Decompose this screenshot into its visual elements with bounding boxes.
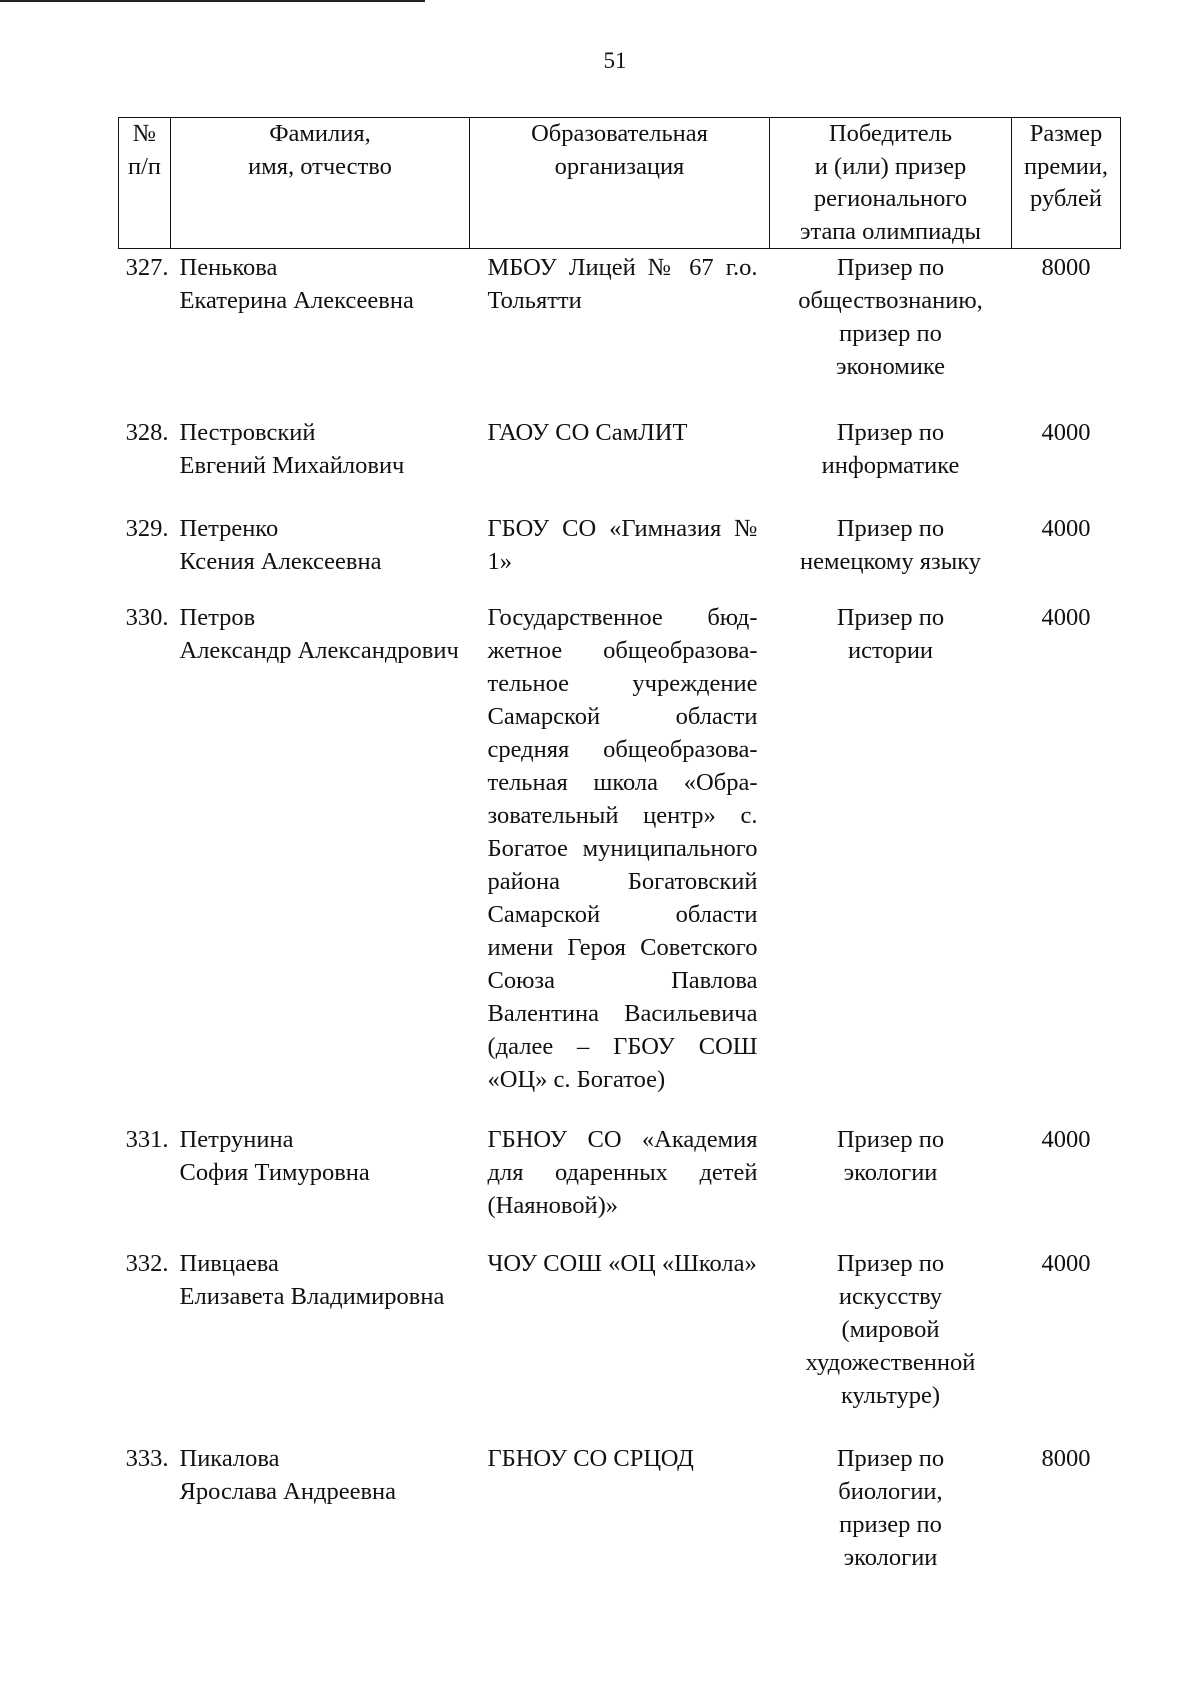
olympiad-prize-table — [118, 117, 1121, 1574]
row-full-name: Петрунина София Тимуровна — [179, 1126, 370, 1186]
table-row — [119, 1247, 1121, 1412]
row-full-name: Пенькова Екатерина Алексеевна — [179, 254, 414, 314]
row-number: 327. — [125, 254, 169, 281]
row-organization: ГБНОУ СО «Академия для одаренных детей (Наяновой)» — [487, 1126, 758, 1219]
scan-edge-line — [0, 0, 425, 2]
row-organization: Государственное бюджетное общеобразовательное учреждение Самарской области средняя общеобразовательная школа «Образовательный центр» с. Богатое муниципального района Богатовский Самарской области имени Героя Советского Союза Павлова Валентина Васильевича (далее – ГБОУ СОШ «ОЦ» с. Богатое) — [487, 604, 758, 1093]
row-full-name: Пивцаева Елизавета Владимировна — [179, 1250, 445, 1310]
header-result: Победитель и (или) призер регионального этапа олимпиады — [770, 118, 1012, 249]
row-organization: ЧОУ СОШ «ОЦ «Школа» — [487, 1250, 757, 1277]
row-gap — [119, 578, 1121, 601]
row-number: 330. — [125, 604, 169, 631]
row-number: 331. — [125, 1126, 169, 1153]
row-gap — [119, 1412, 1121, 1442]
row-gap — [119, 1096, 1121, 1123]
page-number: 51 — [603, 48, 627, 73]
row-number: 328. — [125, 419, 169, 446]
row-full-name: Пикалова Ярослава Андреевна — [179, 1445, 396, 1505]
header-full-name: Фамилия, имя, отчество — [171, 118, 470, 249]
row-organization: МБОУ Лицей № 67 г.о. Тольятти — [487, 254, 758, 314]
row-gap — [119, 482, 1121, 512]
row-number: 329. — [125, 515, 169, 542]
table-row — [119, 251, 1121, 383]
row-full-name: Пестровский Евгений Михайлович — [179, 419, 405, 479]
row-result: Призер по биологии, призер по экологии — [836, 1445, 945, 1571]
row-prize: 8000 — [1041, 1445, 1091, 1472]
row-prize: 4000 — [1041, 419, 1091, 446]
row-result: Призер по экологии — [836, 1126, 945, 1186]
table-row — [119, 1123, 1121, 1222]
table-row — [119, 512, 1121, 578]
header-prize: Размер премии, рублей — [1012, 118, 1121, 249]
row-organization: ГАОУ СО СамЛИТ — [487, 419, 688, 446]
row-prize: 8000 — [1041, 254, 1091, 281]
table-row — [119, 601, 1121, 1096]
table-row — [119, 416, 1121, 482]
header-number: № п/п — [119, 118, 171, 249]
row-number: 333. — [125, 1445, 169, 1472]
row-number: 332. — [125, 1250, 169, 1277]
row-full-name: Петренко Ксения Алексеевна — [179, 515, 382, 575]
row-gap — [119, 383, 1121, 416]
row-prize: 4000 — [1041, 1250, 1091, 1277]
table-header-row — [119, 118, 1121, 249]
row-gap — [119, 1222, 1121, 1247]
row-prize: 4000 — [1041, 1126, 1091, 1153]
table-row — [119, 1442, 1121, 1574]
row-result: Призер по немецкому языку — [799, 515, 981, 575]
row-result: Призер по обществознанию, призер по экономике — [798, 254, 983, 380]
row-full-name: Петров Александр Александрович — [179, 604, 459, 664]
row-result: Призер по истории — [836, 604, 945, 664]
row-prize: 4000 — [1041, 604, 1091, 631]
row-result: Призер по искусству (мировой художественной культуре) — [805, 1250, 976, 1409]
row-result: Призер по информатике — [821, 419, 960, 479]
row-organization: ГБОУ СО «Гимназия № 1» — [487, 515, 758, 575]
row-organization: ГБНОУ СО СРЦОД — [487, 1445, 694, 1472]
row-prize: 4000 — [1041, 515, 1091, 542]
header-organization: Образовательная организация — [470, 118, 770, 249]
